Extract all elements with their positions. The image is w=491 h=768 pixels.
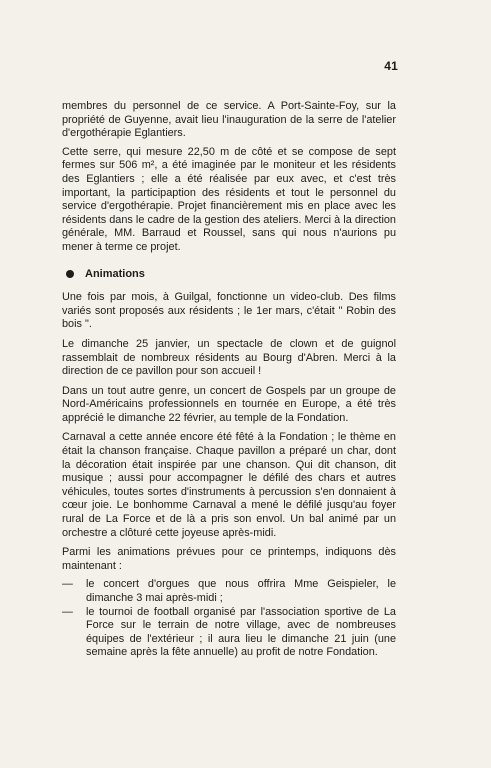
list-item-text: le tournoi de football organisé par l'association sportive de La Force sur le terrain de notre village, avec de nombreuses équipes de l'extérieur ; il aura lieu le dimanche 21 juin (une semaine après la fête annuelle) au profit de notre Fondation. [86,605,396,659]
section-heading-text: Animations [85,267,145,280]
section-heading [62,268,396,282]
bullet-icon [66,270,74,278]
body-text [62,100,396,660]
list-item [62,578,396,605]
paragraph: Dans un tout autre genre, un concert de Gospels par un groupe de Nord-Américains professionnels en tournée en Europe, a été très apprécié le dimanche 22 février, au temple de la Fondation. [62,384,396,424]
dash-marker: — [62,605,73,618]
paragraph: Le dimanche 25 janvier, un spectacle de clown et de guignol rassemblait de nombreux résidents au Bourg d'Abren. Merci à la direction de ce pavillon pour son accueil ! [62,337,396,378]
paragraph: Parmi les animations prévues pour ce printemps, indiquons dès maintenant : [62,546,396,572]
paragraph: Cette serre, qui mesure 22,50 m de côté et se compose de sept fermes sur 506 m², a été imaginée par le moniteur et les résidents des Eglantiers ; elle a été réalisée par eux avec, et c'est très important, la participaption des résidents et tout le personnel du service d'ergothérapie. Projet financièrement mis en place avec les résidents dans le cadre de la gestion des ateliers. Merci à la direction générale, MM. Barraud et Roussel, sans qui nous n'aurions pu mener à terme ce projet. [62,145,396,253]
paragraph: Carnaval a cette année encore été fêté à la Fondation ; le thème en était la chanson française. Chaque pavillon a préparé un char, dont la décoration était inspirée par une chanson. Qui dit chanson, dit musique ; aussi pour accompagner le défilé des chars et autres véhicules, toutes sortes d'instruments à percussion s'en donnaient à cœur joie. Le bonhomme Carnaval a mené le défilé jusqu'au foyer rural de La Force et de là a pris son envol. Un bal animé par un orchestre a clôturé cette joyeuse après-midi. [62,431,396,539]
list-item-text: le concert d'orgues que nous offrira Mme Geispieler, le dimanche 3 mai après-midi ; [86,578,396,604]
page-number: 41 [384,59,398,73]
paragraph: membres du personnel de ce service. A Port-Sainte-Foy, sur la propriété de Guyenne, avait lieu l'inauguration de la serre de l'atelier d'ergothérapie Eglantiers. [62,100,396,140]
animation-list [62,578,396,660]
list-item [62,606,396,660]
paragraph: Une fois par mois, à Guilgal, fonctionne un video-club. Des films variés sont proposés aux résidents ; le 1er mars, c'était " Robin des bois ". [62,291,396,331]
dash-marker: — [62,578,73,591]
